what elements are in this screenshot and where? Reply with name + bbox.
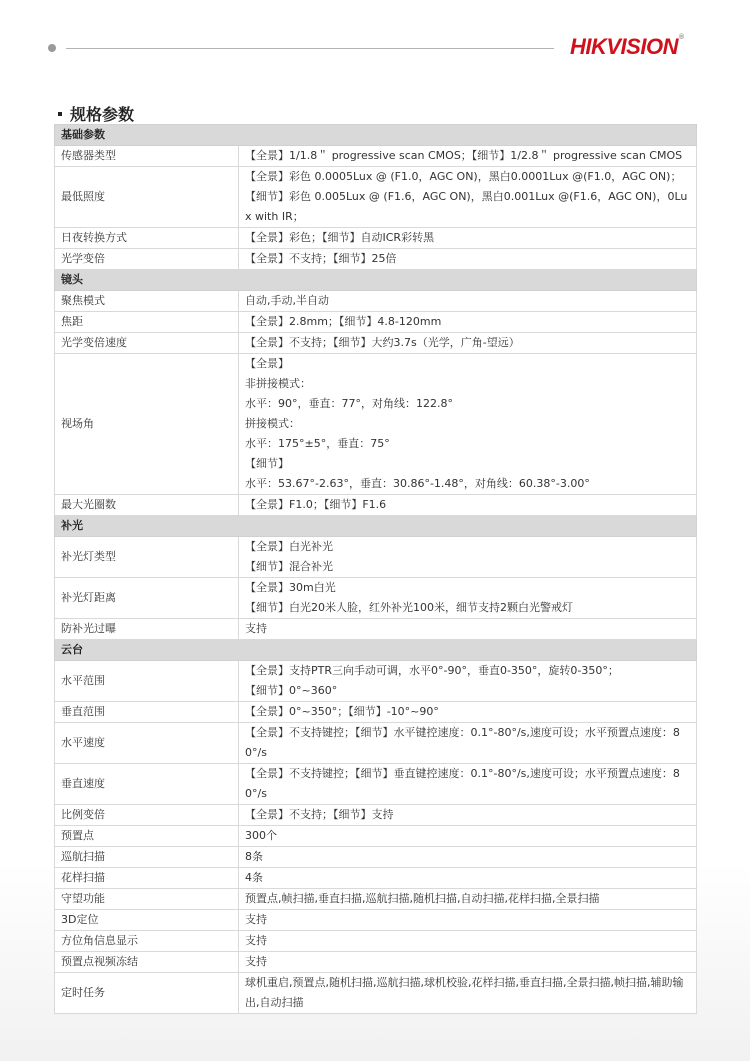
spec-row (55, 228, 697, 249)
spec-value (239, 312, 697, 333)
spec-label: 最低照度 (55, 167, 239, 228)
spec-label: 日夜转换方式 (55, 228, 239, 249)
spec-row (55, 146, 697, 167)
title-bullet (58, 112, 62, 116)
spec-label: 补光灯类型 (55, 537, 239, 578)
spec-value (239, 910, 697, 931)
spec-row (55, 723, 697, 764)
spec-row (55, 661, 697, 702)
spec-value-line: 【全景】彩色 0.0005Lux @ (F1.0，AGC ON)，黑白0.0001Lux @(F1.0，AGC ON)；【细节】彩色 0.005Lux @ (F1.6，AGC ON)，黑白0.001Lux @(F1.6，AGC ON)，0Lux with IR； (245, 170, 688, 223)
spec-table-body (55, 125, 697, 1014)
spec-label: 巡航扫描 (55, 847, 239, 868)
spec-row (55, 167, 697, 228)
spec-label: 定时任务 (55, 973, 239, 1014)
spec-value-line: 【全景】2.8mm；【细节】4.8-120mm (245, 315, 442, 328)
spec-row (55, 931, 697, 952)
spec-value (239, 847, 697, 868)
spec-value-line: 8条 (245, 850, 263, 863)
spec-value-line: 【细节】 (245, 457, 289, 470)
spec-value-line: 【全景】支持PTR三向手动可调，水平0°-90°，垂直0-350°，旋转0-350°； (245, 664, 619, 677)
spec-row (55, 805, 697, 826)
spec-row (55, 889, 697, 910)
spec-value-line: 预置点,帧扫描,垂直扫描,巡航扫描,随机扫描,自动扫描,花样扫描,全景扫描 (245, 892, 600, 905)
spec-value-line: 【全景】不支持键控；【细节】水平键控速度：0.1°-80°/s,速度可设；水平预置点速度：80°/s (245, 726, 680, 759)
spec-group-title: 补光 (55, 516, 697, 537)
spec-value-line: 【全景】 (245, 357, 289, 370)
spec-value-line: 球机重启,预置点,随机扫描,巡航扫描,球机校验,花样扫描,垂直扫描,全景扫描,帧扫描,辅助输出,自动扫描 (245, 976, 684, 1009)
spec-row (55, 537, 697, 578)
spec-row (55, 312, 697, 333)
page-title-text: 规格参数 (70, 105, 135, 124)
spec-group-title: 基础参数 (55, 125, 697, 146)
spec-group-row (55, 125, 697, 146)
spec-label: 3D定位 (55, 910, 239, 931)
brand-name: HIKVISION (570, 34, 678, 59)
spec-value (239, 702, 697, 723)
spec-value-line: 非拼接模式： (245, 377, 311, 390)
spec-value-line: 【全景】不支持；【细节】25倍 (245, 252, 397, 265)
spec-row (55, 578, 697, 619)
spec-value (239, 826, 697, 847)
spec-value (239, 333, 697, 354)
spec-value-line: 支持 (245, 913, 267, 926)
spec-value-line: 水平：175°±5°，垂直：75° (245, 437, 390, 450)
spec-value-line: 【全景】不支持；【细节】支持 (245, 808, 394, 821)
spec-value (239, 931, 697, 952)
spec-row (55, 702, 697, 723)
spec-label: 聚焦模式 (55, 291, 239, 312)
spec-row (55, 868, 697, 889)
spec-value-line: 【细节】0°~360° (245, 684, 338, 697)
spec-value (239, 228, 697, 249)
spec-value-line: 【细节】混合补光 (245, 560, 333, 573)
spec-value (239, 764, 697, 805)
spec-value-line: 水平：53.67°-2.63°，垂直：30.86°-1.48°，对角线：60.38°-3.00° (245, 477, 590, 490)
spec-value-line: 拼接模式： (245, 417, 300, 430)
spec-group-row (55, 270, 697, 291)
brand-logo (570, 34, 684, 60)
spec-value-line: 4条 (245, 871, 263, 884)
spec-row (55, 619, 697, 640)
spec-value (239, 661, 697, 702)
header-dot (48, 44, 56, 52)
spec-value (239, 723, 697, 764)
spec-group-title: 云台 (55, 640, 697, 661)
spec-value-line: 【全景】白光补光 (245, 540, 333, 553)
spec-row (55, 910, 697, 931)
spec-label: 水平速度 (55, 723, 239, 764)
spec-row (55, 973, 697, 1014)
spec-label: 视场角 (55, 354, 239, 495)
spec-value (239, 973, 697, 1014)
spec-value-line: 【全景】30m白光 (245, 581, 336, 594)
spec-value (239, 354, 697, 495)
spec-value-line: 水平：90°，垂直：77°，对角线：122.8° (245, 397, 453, 410)
spec-label: 花样扫描 (55, 868, 239, 889)
spec-row (55, 333, 697, 354)
spec-label: 垂直范围 (55, 702, 239, 723)
spec-value-line: 自动,手动,半自动 (245, 294, 329, 307)
spec-label: 比例变倍 (55, 805, 239, 826)
spec-label: 传感器类型 (55, 146, 239, 167)
spec-value (239, 868, 697, 889)
spec-value-line: 支持 (245, 622, 267, 635)
spec-value (239, 146, 697, 167)
spec-row (55, 354, 697, 495)
spec-value-line: 【全景】0°~350°；【细节】-10°~90° (245, 705, 439, 718)
spec-label: 最大光圈数 (55, 495, 239, 516)
spec-value-line: 【全景】不支持；【细节】大约3.7s（光学，广角-望远） (245, 336, 520, 349)
spec-label: 守望功能 (55, 889, 239, 910)
spec-value (239, 249, 697, 270)
spec-row (55, 847, 697, 868)
spec-row (55, 764, 697, 805)
spec-label: 焦距 (55, 312, 239, 333)
spec-value-line: 【全景】1/1.8＂ progressive scan CMOS；【细节】1/2.8＂ progressive scan CMOS (245, 149, 683, 162)
page-title (58, 102, 134, 125)
spec-value (239, 805, 697, 826)
spec-label: 预置点 (55, 826, 239, 847)
spec-label: 光学变倍 (55, 249, 239, 270)
spec-row (55, 249, 697, 270)
spec-row (55, 952, 697, 973)
spec-label: 防补光过曝 (55, 619, 239, 640)
spec-value (239, 952, 697, 973)
spec-value-line: 【全景】F1.0；【细节】F1.6 (245, 498, 387, 511)
spec-value-line: 【全景】彩色；【细节】自动ICR彩转黑 (245, 231, 435, 244)
spec-label: 光学变倍速度 (55, 333, 239, 354)
spec-group-row (55, 640, 697, 661)
spec-value-line: 支持 (245, 955, 267, 968)
spec-value (239, 537, 697, 578)
spec-row (55, 291, 697, 312)
spec-value-line: 300个 (245, 829, 277, 842)
spec-row (55, 826, 697, 847)
header-rule (66, 48, 554, 49)
spec-label: 预置点视频冻结 (55, 952, 239, 973)
spec-value (239, 291, 697, 312)
spec-value (239, 619, 697, 640)
spec-row (55, 495, 697, 516)
spec-label: 垂直速度 (55, 764, 239, 805)
spec-label: 补光灯距离 (55, 578, 239, 619)
spec-value (239, 889, 697, 910)
spec-value-line: 支持 (245, 934, 267, 947)
spec-group-row (55, 516, 697, 537)
spec-label: 方位角信息显示 (55, 931, 239, 952)
spec-table (54, 124, 697, 1014)
spec-value (239, 578, 697, 619)
spec-label: 水平范围 (55, 661, 239, 702)
spec-group-title: 镜头 (55, 270, 697, 291)
spec-value (239, 167, 697, 228)
spec-value (239, 495, 697, 516)
brand-registered-mark: ® (678, 34, 684, 41)
spec-value-line: 【全景】不支持键控；【细节】垂直键控速度：0.1°-80°/s,速度可设；水平预置点速度：80°/s (245, 767, 680, 800)
spec-value-line: 【细节】白光20米人脸，红外补光100米，细节支持2颗白光警戒灯 (245, 601, 573, 614)
